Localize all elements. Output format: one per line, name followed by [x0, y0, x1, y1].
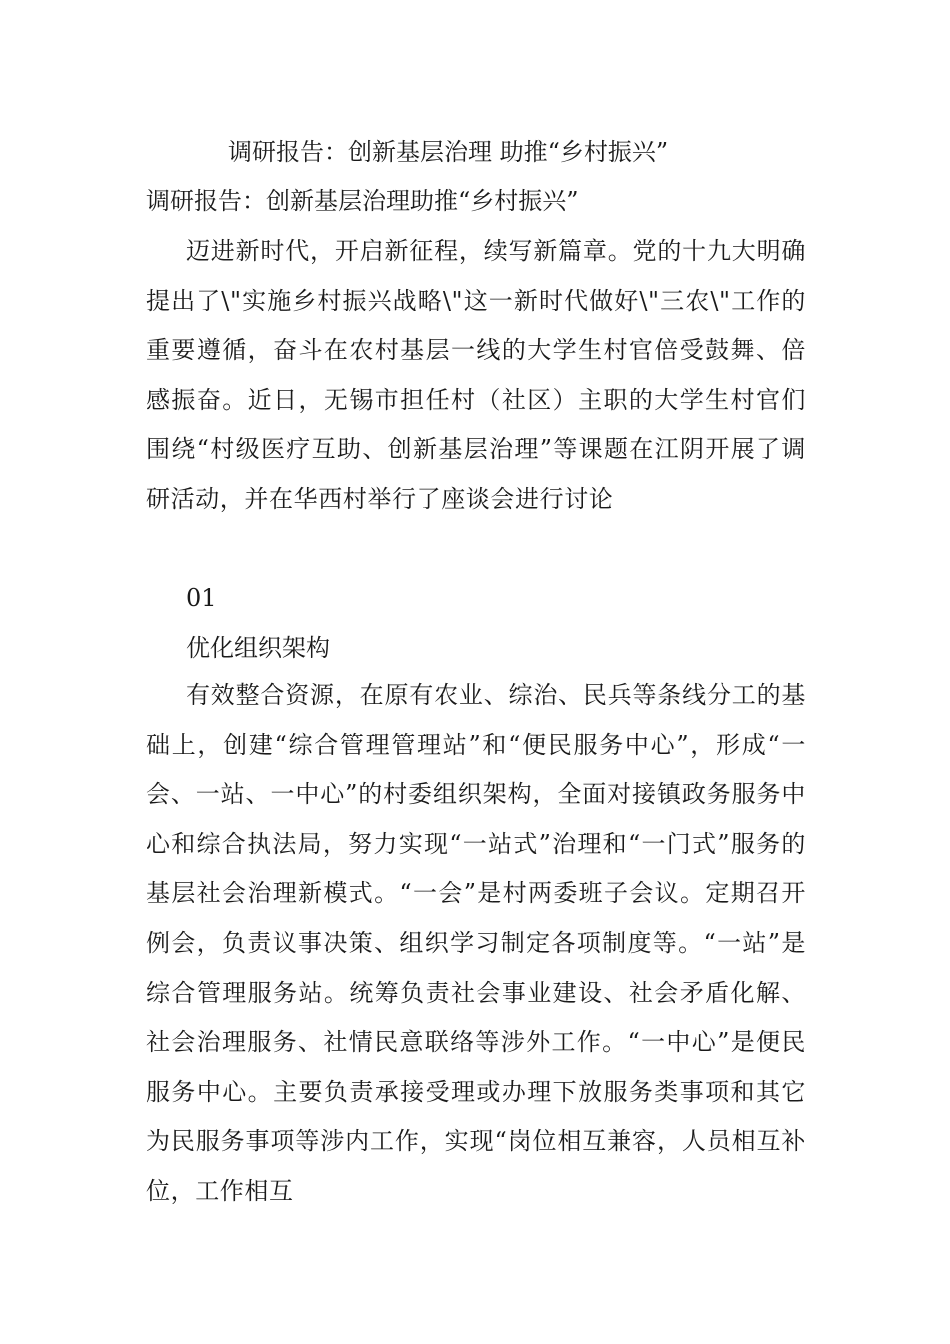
section-number: 01 — [186, 584, 217, 612]
section-heading: 优化组织架构 — [186, 634, 330, 662]
intro-paragraph: 迈进新时代，开启新征程，续写新篇章。党的十九大明确提出了\"实施乡村振兴战略\"这一新时代做好\"三农\"工作的重要遵循，奋斗在农村基层一线的大学生村官倍受鼓舞、倍感振奋。近日，无锡市担任村（社区）主职的大学生村官们围绕“村级医疗互助、创新基层治理”等课题在江阴开展了调研活动，并在华西村举行了座谈会进行讨论 — [146, 237, 806, 513]
document-subtitle: 调研报告：创新基层治理助推“乡村振兴” — [146, 187, 579, 215]
document-title: 调研报告：创新基层治理 助推“乡村振兴” — [228, 138, 669, 166]
section-body-paragraph: 有效整合资源，在原有农业、综治、民兵等条线分工的基础上，创建“综合管理管理站”和“便民服务中心”，形成“一会、一站、一中心”的村委组织架构，全面对接镇政务服务中心和综合执法局，努力实现“一站式”治理和“一门式”服务的基层社会治理新模式。“一会”是村两委班子会议。定期召开例会，负责议事决策、组织学习制定各项制度等。“一站”是综合管理服务站。统筹负责社会事业建设、社会矛盾化解、社会治理服务、社情民意联络等涉外工作。“一中心”是便民服务中心。主要负责承接受理或办理下放服务类事项和其它为民服务事项等涉内工作，实现“岗位相互兼容，人员相互补位，工作相互 — [146, 681, 806, 1205]
